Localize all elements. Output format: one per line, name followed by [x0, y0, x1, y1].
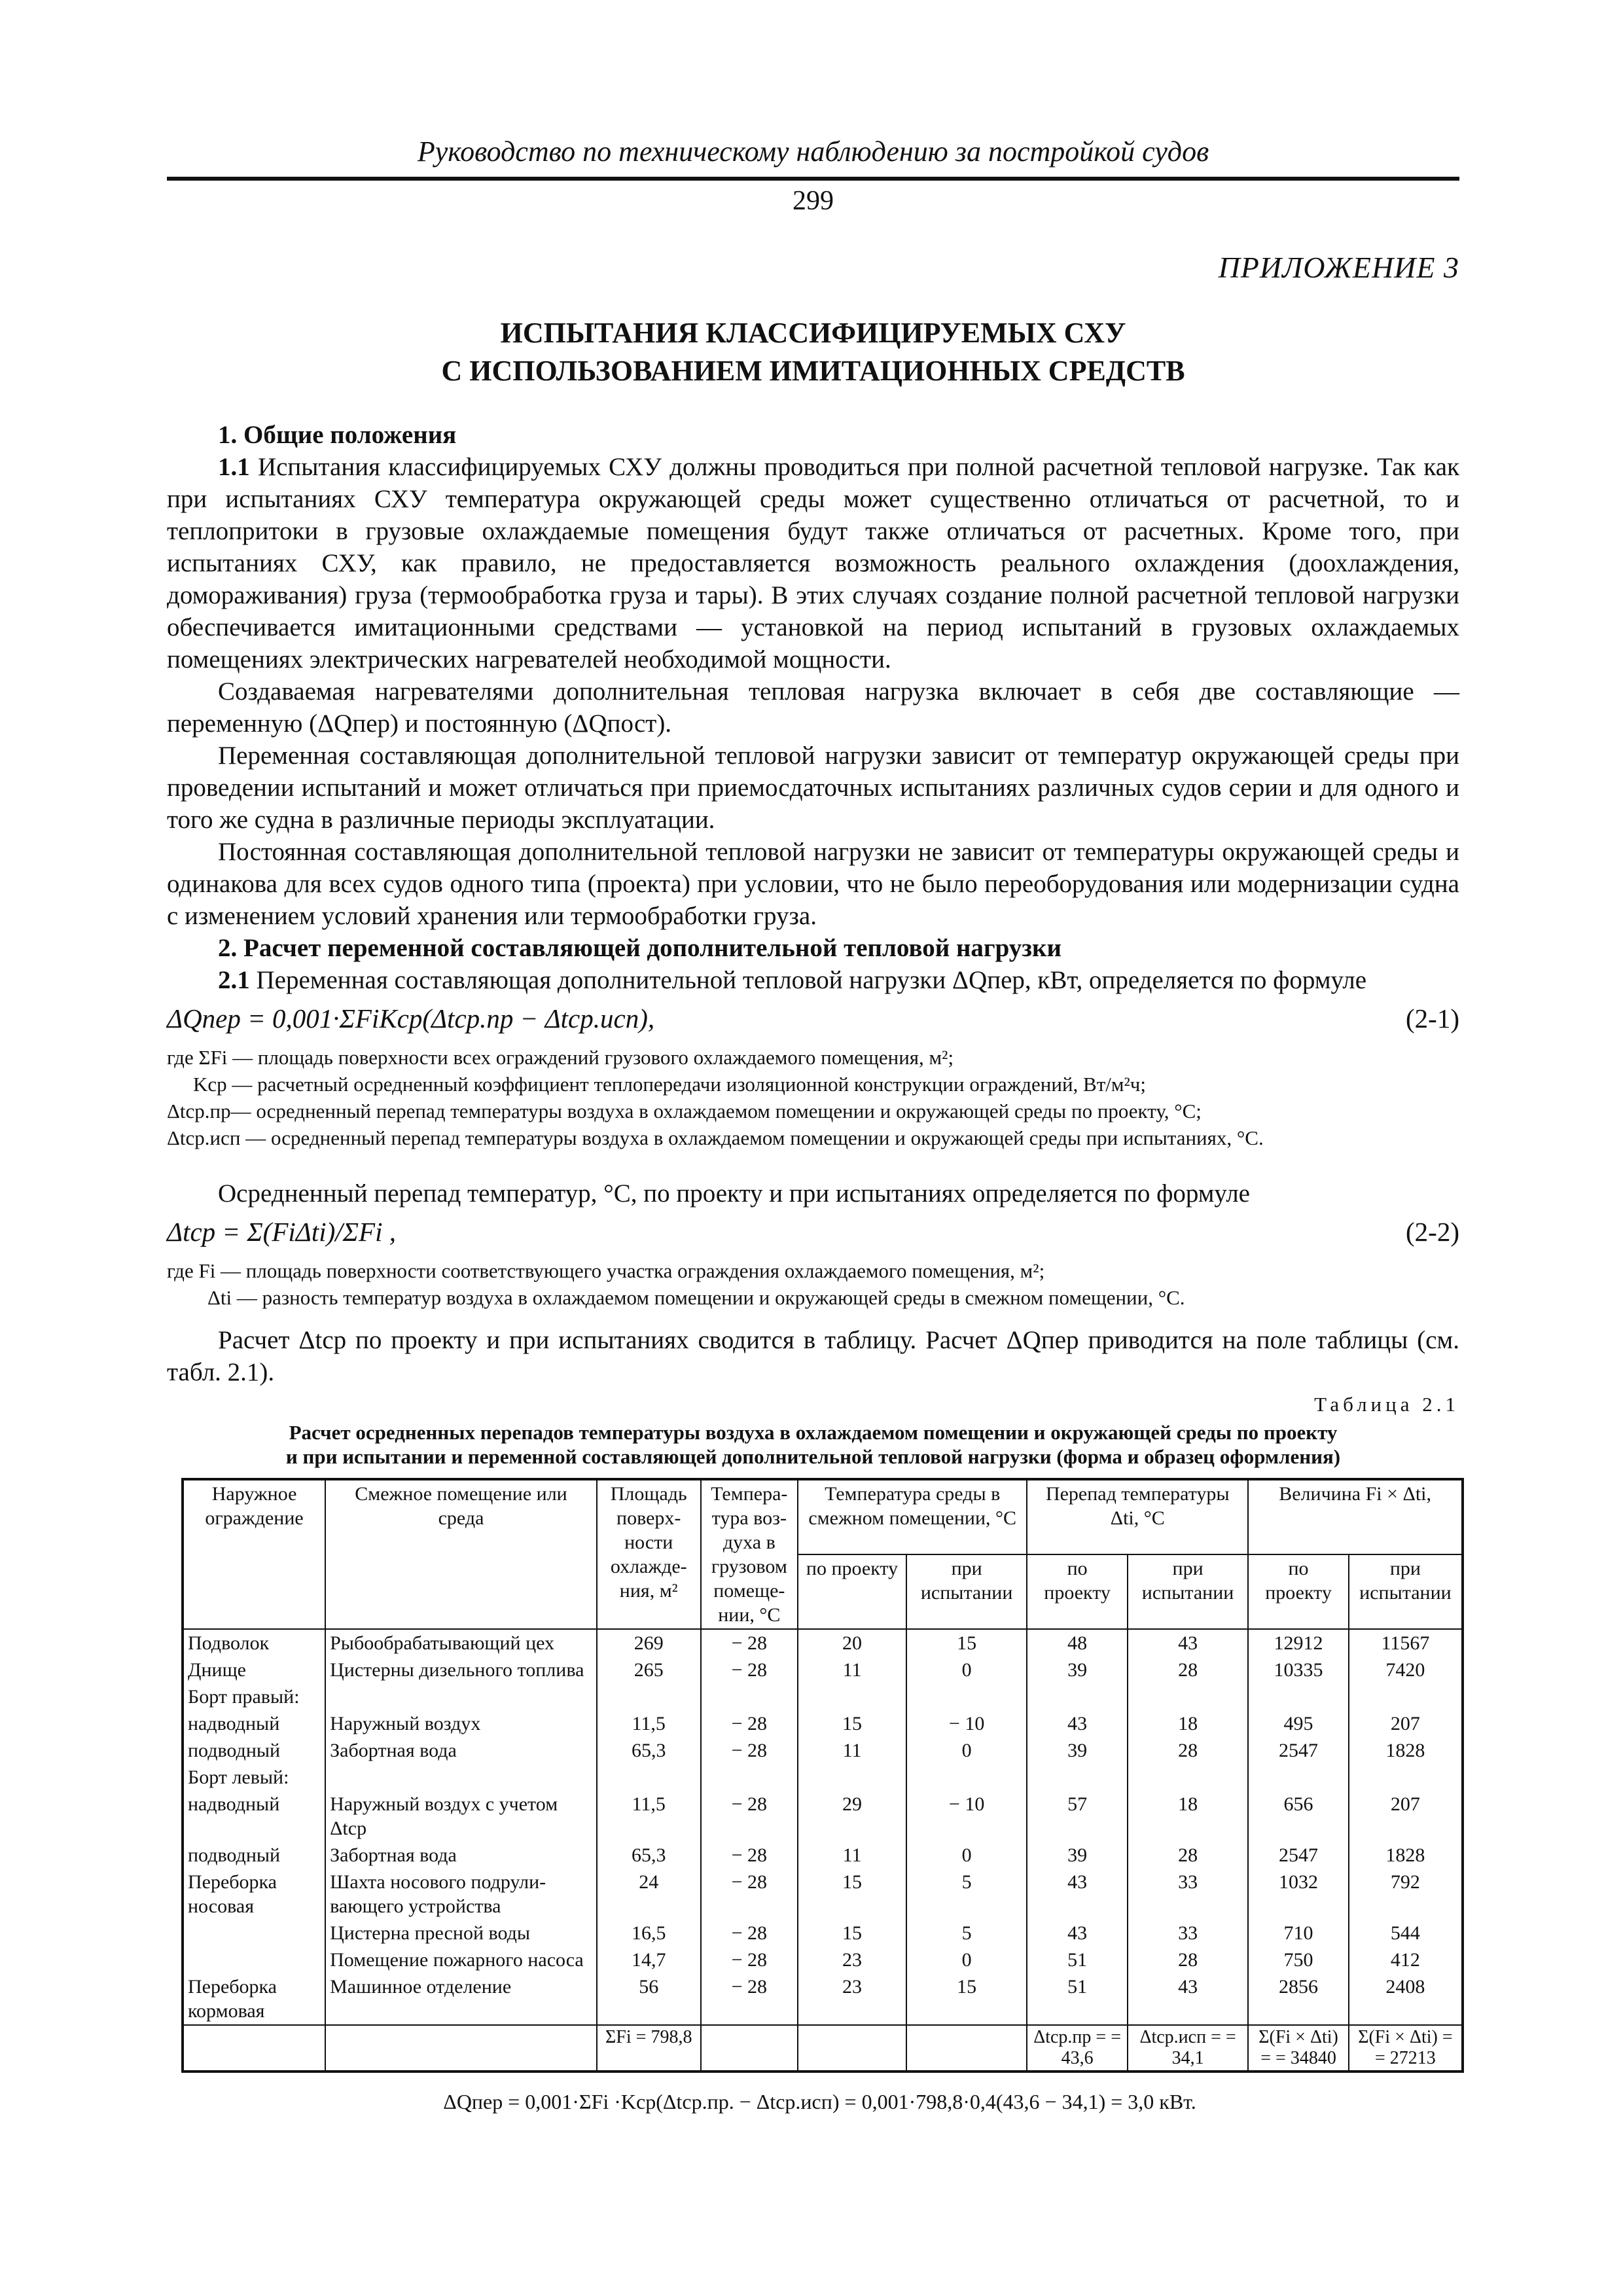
table-cell: 15	[906, 1629, 1027, 1657]
table-cell: 2547	[1248, 1842, 1349, 1869]
table-cell: 792	[1349, 1869, 1463, 1920]
table-row	[183, 1629, 1463, 1657]
paragraph-2-1	[167, 964, 1459, 996]
table-cell: Борт правый:	[183, 1683, 325, 1710]
header-air-temp: Темпера-тура воз-духа в грузовом помеще-нии, °С	[701, 1479, 798, 1629]
total-area: ΣFi = 798,8	[597, 2025, 701, 2072]
legend-line: где ΣFi — площадь поверхности всех ограждений грузового охлаждаемого помещения, м²;	[167, 1046, 954, 1069]
formula-number: (2-1)	[1406, 1003, 1459, 1033]
table-cell	[1128, 1764, 1248, 1791]
total-delta-project: Δtср.пр = = 43,6	[1027, 2025, 1128, 2072]
table-cell: 23	[798, 1973, 906, 2025]
header-outer: Наружное ограждение	[183, 1479, 325, 1629]
table-cell: Машинное отделение	[325, 1973, 597, 2025]
table-cell: 28	[1128, 1657, 1248, 1683]
table-cell: 14,7	[597, 1946, 701, 1973]
table-cell: 39	[1027, 1657, 1128, 1683]
table-cell	[701, 1764, 798, 1791]
table-cell: 48	[1027, 1629, 1128, 1657]
table-cell: 15	[906, 1973, 1027, 2025]
table-cell: 16,5	[597, 1920, 701, 1946]
page-number: 299	[793, 186, 834, 216]
table-cell: 51	[1027, 1973, 1128, 2025]
section-2-heading: 2. Расчет переменной составляющей дополнительной тепловой нагрузки	[218, 934, 1061, 962]
paragraph-table-reference: Расчет Δtср по проекту и при испытаниях сводится в таблицу. Расчет ΔQпер приводится на поле таблицы (см. табл. 2.1).	[167, 1326, 1459, 1386]
data-table	[181, 1478, 1464, 2073]
totals-row	[183, 2025, 1463, 2072]
table-cell: 65,3	[597, 1737, 701, 1764]
table-cell: 5	[906, 1869, 1027, 1920]
body-text	[167, 419, 1459, 2118]
table-cell: 28	[1128, 1946, 1248, 1973]
table-cell: 0	[906, 1946, 1027, 1973]
table-cell: Переборка кормовая	[183, 1973, 325, 2025]
table-cell: − 28	[701, 1657, 798, 1683]
table-cell: 43	[1027, 1920, 1128, 1946]
table-cell: 18	[1128, 1791, 1248, 1842]
table-cell: 2408	[1349, 1973, 1463, 2025]
caption-line-2: и при испытании и переменной составляющей дополнительной тепловой нагрузки (форма и образец оформления)	[285, 1445, 1341, 1468]
table-row	[183, 1920, 1463, 1946]
table-cell	[597, 1683, 701, 1710]
header-delta: Перепад температуры Δti, °С	[1027, 1479, 1248, 1554]
table-cell: 2547	[1248, 1737, 1349, 1764]
table-cell: Подволок	[183, 1629, 325, 1657]
table-cell: 39	[1027, 1737, 1128, 1764]
table-cell: 23	[798, 1946, 906, 1973]
table-cell: 43	[1128, 1973, 1248, 2025]
document-title	[167, 314, 1459, 390]
table-cell: Помещение пожарного насоса	[325, 1946, 597, 1973]
table-cell: 265	[597, 1657, 701, 1683]
table-row	[183, 1791, 1463, 1842]
table-cell: 20	[798, 1629, 906, 1657]
table-cell: 18	[1128, 1710, 1248, 1737]
formula-number: (2-2)	[1406, 1217, 1459, 1247]
table-cell: 15	[798, 1710, 906, 1737]
table-cell: 28	[1128, 1737, 1248, 1764]
formula-expression: Δtср = Σ(FiΔti)/ΣFi ,	[167, 1217, 396, 1247]
paragraph-number: 2.1	[218, 966, 250, 994]
table-cell: − 28	[701, 1946, 798, 1973]
formula-2-1-legend	[167, 1044, 1459, 1151]
table-cell	[1248, 1683, 1349, 1710]
table-cell: 0	[906, 1737, 1027, 1764]
caption-line-1: Расчет осредненных перепадов температуры воздуха в охлаждаемом помещении и окружающей среды по проекту	[289, 1421, 1338, 1444]
table-cell	[325, 1764, 597, 1791]
table-cell	[701, 1683, 798, 1710]
header-by-project: по проекту	[1248, 1554, 1349, 1629]
table-row	[183, 1764, 1463, 1791]
table-cell: 207	[1349, 1710, 1463, 1737]
table-cell: 710	[1248, 1920, 1349, 1946]
header-on-test: при испытании	[1349, 1554, 1463, 1629]
table-cell: Цистерны дизельного топлива	[325, 1657, 597, 1683]
table-cell: 412	[1349, 1946, 1463, 1973]
table-cell: 43	[1128, 1629, 1248, 1657]
table-row	[183, 1710, 1463, 1737]
table-cell: надводный	[183, 1710, 325, 1737]
table-cell	[906, 1683, 1027, 1710]
formula-2-1	[167, 1003, 1459, 1035]
legend-line: Δti — разность температур воздуха в охлаждаемом помещении и окружающей среды в смежном помещении, °С.	[207, 1286, 1185, 1309]
table-cell: 5	[906, 1920, 1027, 1946]
table-cell: 29	[798, 1791, 906, 1842]
table-cell: Днище	[183, 1657, 325, 1683]
table-cell: надводный	[183, 1791, 325, 1842]
running-title: Руководство по техническому наблюдению за постройкой судов	[417, 135, 1209, 168]
header-product: Величина Fi × Δti,	[1248, 1479, 1463, 1554]
total-delta-test: Δtср.исп = = 34,1	[1128, 2025, 1248, 2072]
table-cell: − 28	[701, 1791, 798, 1842]
header-by-project: по проекту	[1027, 1554, 1128, 1629]
table-cell	[597, 1764, 701, 1791]
title-line-1: ИСПЫТАНИЯ КЛАССИФИЦИРУЕМЫХ СХУ	[500, 317, 1126, 349]
table-cell: − 28	[701, 1973, 798, 2025]
table-cell: − 28	[701, 1710, 798, 1737]
table-row	[183, 1869, 1463, 1920]
table-cell: 1828	[1349, 1737, 1463, 1764]
table-cell: 2856	[1248, 1973, 1349, 2025]
table-cell: 33	[1128, 1869, 1248, 1920]
table-cell: 11	[798, 1657, 906, 1683]
legend-line: где Fi — площадь поверхности соответствующего участка ограждения охлаждаемого помещения, м²;	[167, 1259, 1045, 1282]
table-cell: − 28	[701, 1920, 798, 1946]
table-cell: 11	[798, 1737, 906, 1764]
table-cell: 43	[1027, 1710, 1128, 1737]
total-sum-project: Σ(Fi × Δti) = = 34840	[1248, 2025, 1349, 2072]
section-1-heading: 1. Общие положения	[218, 421, 457, 449]
table-cell: 28	[1128, 1842, 1248, 1869]
table-row	[183, 1842, 1463, 1869]
table-cell: 750	[1248, 1946, 1349, 1973]
table-caption	[167, 1420, 1459, 1469]
table-cell: 10335	[1248, 1657, 1349, 1683]
table-cell	[183, 1920, 325, 1946]
table-cell: 57	[1027, 1791, 1128, 1842]
table-body	[183, 1629, 1463, 2025]
table-cell: подводный	[183, 1842, 325, 1869]
table-cell: Борт левый:	[183, 1764, 325, 1791]
table-cell: 33	[1128, 1920, 1248, 1946]
table-cell	[1128, 1683, 1248, 1710]
table-cell: 51	[1027, 1946, 1128, 1973]
table-cell: 43	[1027, 1869, 1128, 1920]
table-cell	[798, 1683, 906, 1710]
table-cell: 656	[1248, 1791, 1349, 1842]
table-cell: 0	[906, 1657, 1027, 1683]
table-cell	[183, 1946, 325, 1973]
table-cell: 11567	[1349, 1629, 1463, 1657]
table-cell: Рыбообрабатывающий цех	[325, 1629, 597, 1657]
table-cell: − 10	[906, 1710, 1027, 1737]
table-cell: 11,5	[597, 1710, 701, 1737]
header-on-test: при испытании	[906, 1554, 1027, 1629]
table-row	[183, 1737, 1463, 1764]
table-row	[183, 1973, 1463, 2025]
table-cell: Переборка носовая	[183, 1869, 325, 1920]
table-cell: Наружный воздух	[325, 1710, 597, 1737]
table-cell: 11	[798, 1842, 906, 1869]
table-cell: 15	[798, 1869, 906, 1920]
table-cell	[1027, 1764, 1128, 1791]
table-row	[183, 1946, 1463, 1973]
paragraph-load-components: Создаваемая нагревателями дополнительная тепловая нагрузка включает в себя две составляющие — переменную (ΔQпер) и постоянную (ΔQпост).	[167, 677, 1459, 738]
table-cell: Цистерна пресной воды	[325, 1920, 597, 1946]
header-env-temp: Температура среды в смежном помещении, °С	[798, 1479, 1027, 1554]
paragraph-average-delta: Осредненный перепад температур, °С, по проекту и при испытаниях определяется по формуле	[218, 1179, 1250, 1208]
table-cell: 207	[1349, 1791, 1463, 1842]
table-cell: − 10	[906, 1791, 1027, 1842]
table-label: Таблица 2.1	[1314, 1393, 1459, 1416]
paragraph-number: 1.1	[218, 453, 250, 481]
table-cell	[798, 1764, 906, 1791]
header-area: Площадь поверх-ности охлажде-ния, м²	[597, 1479, 701, 1629]
legend-line: Δtср.пр— осредненный перепад температуры воздуха в охлаждаемом помещении и окружающей среды по проекту, °С;	[167, 1100, 1202, 1122]
table-cell: 269	[597, 1629, 701, 1657]
table-cell: подводный	[183, 1737, 325, 1764]
table-cell	[906, 1764, 1027, 1791]
appendix-label: ПРИЛОЖЕНИЕ 3	[1218, 251, 1459, 284]
table-cell: 495	[1248, 1710, 1349, 1737]
table-cell: 24	[597, 1869, 701, 1920]
table-cell: Забортная вода	[325, 1842, 597, 1869]
paragraph-text: Испытания классифицируемых СХУ должны проводиться при полной расчетной тепловой нагрузке. Так как при испытаниях СХУ температура окружающей среды может существенно отличаться от расчетной, то и теплопритоки в грузовые охлаждаемые помещения будут также отличаться от расчетных. Кроме того, при испытаниях СХУ, как правило, не предоставляется возможность реального охлаждения (доохлаждения, домораживания) груза (термообработка груза и тары). В этих случаях создание полной расчетной тепловой нагрузки обеспечивается имитационными средствами — установкой на период испытаний в грузовых охлаждаемых помещениях электрических нагревателей необходимой мощности.	[167, 453, 1460, 673]
table-row	[183, 1683, 1463, 1710]
formula-2-2-legend	[167, 1257, 1459, 1311]
paragraph-variable-component: Переменная составляющая дополнительной тепловой нагрузки зависит от температур окружающей среды при проведении испытаний и может отличаться при приемосдаточных испытаниях различных судов серии и для одного и того же судна в различные периоды эксплуатации.	[167, 742, 1459, 834]
table-cell: 11,5	[597, 1791, 701, 1842]
table-cell: 65,3	[597, 1842, 701, 1869]
table-cell: − 28	[701, 1629, 798, 1657]
header-adjacent: Смежное помещение или среда	[325, 1479, 597, 1629]
title-line-2: С ИСПОЛЬЗОВАНИЕМ ИМИТАЦИОННЫХ СРЕДСТВ	[441, 355, 1185, 387]
formula-expression: ΔQпер = 0,001·ΣFiKср(Δtср.пр − Δtср.исп),	[167, 1003, 655, 1033]
final-formula: ΔQпер = 0,001·ΣFi ·Kср(Δtср.пр. − Δtср.исп) = 0,001·798,8·0,4(43,6 − 34,1) = 3,0 кВт.	[443, 2090, 1196, 2113]
header-rule	[167, 177, 1459, 181]
table-cell	[1027, 1683, 1128, 1710]
table-cell: 1828	[1349, 1842, 1463, 1869]
total-sum-test: Σ(Fi × Δti) = = 27213	[1349, 2025, 1463, 2072]
table-cell	[325, 1683, 597, 1710]
formula-2-2	[167, 1216, 1459, 1248]
table-cell: Забортная вода	[325, 1737, 597, 1764]
table-cell	[1349, 1764, 1463, 1791]
table-cell	[1349, 1683, 1463, 1710]
table-cell: − 28	[701, 1869, 798, 1920]
table-cell: 15	[798, 1920, 906, 1946]
table-cell: 544	[1349, 1920, 1463, 1946]
paragraph-1-1	[167, 451, 1459, 675]
table-row	[183, 1657, 1463, 1683]
table-cell: 0	[906, 1842, 1027, 1869]
legend-line: Kср — расчетный осредненный коэффициент теплопередачи изоляционной конструкции ограждений, Вт/м²ч;	[193, 1073, 1146, 1096]
table-cell: 12912	[1248, 1629, 1349, 1657]
header-on-test: при испытании	[1128, 1554, 1248, 1629]
paragraph-text: Переменная составляющая дополнительной тепловой нагрузки ΔQпер, кВт, определяется по формуле	[256, 966, 1367, 994]
table-cell: − 28	[701, 1842, 798, 1869]
table-cell: Наружный воздух с учетом Δtср	[325, 1791, 597, 1842]
table-cell: Шахта носового подрули-вающего устройства	[325, 1869, 597, 1920]
table-cell: 1032	[1248, 1869, 1349, 1920]
legend-line: Δtср.исп — осредненный перепад температуры воздуха в охлаждаемом помещении и окружающей среды при испытаниях, °С.	[167, 1126, 1264, 1149]
paragraph-constant-component: Постоянная составляющая дополнительной тепловой нагрузки не зависит от температуры окружающей среды и одинакова для всех судов одного типа (проекта) при условии, что не было переоборудования или модернизации судна с изменением условий хранения или термообработки груза.	[167, 838, 1459, 930]
table-cell: 56	[597, 1973, 701, 2025]
table-cell: 39	[1027, 1842, 1128, 1869]
table-cell	[1248, 1764, 1349, 1791]
table-cell: − 28	[701, 1737, 798, 1764]
header-by-project: по проекту	[798, 1554, 906, 1629]
table-cell: 7420	[1349, 1657, 1463, 1683]
